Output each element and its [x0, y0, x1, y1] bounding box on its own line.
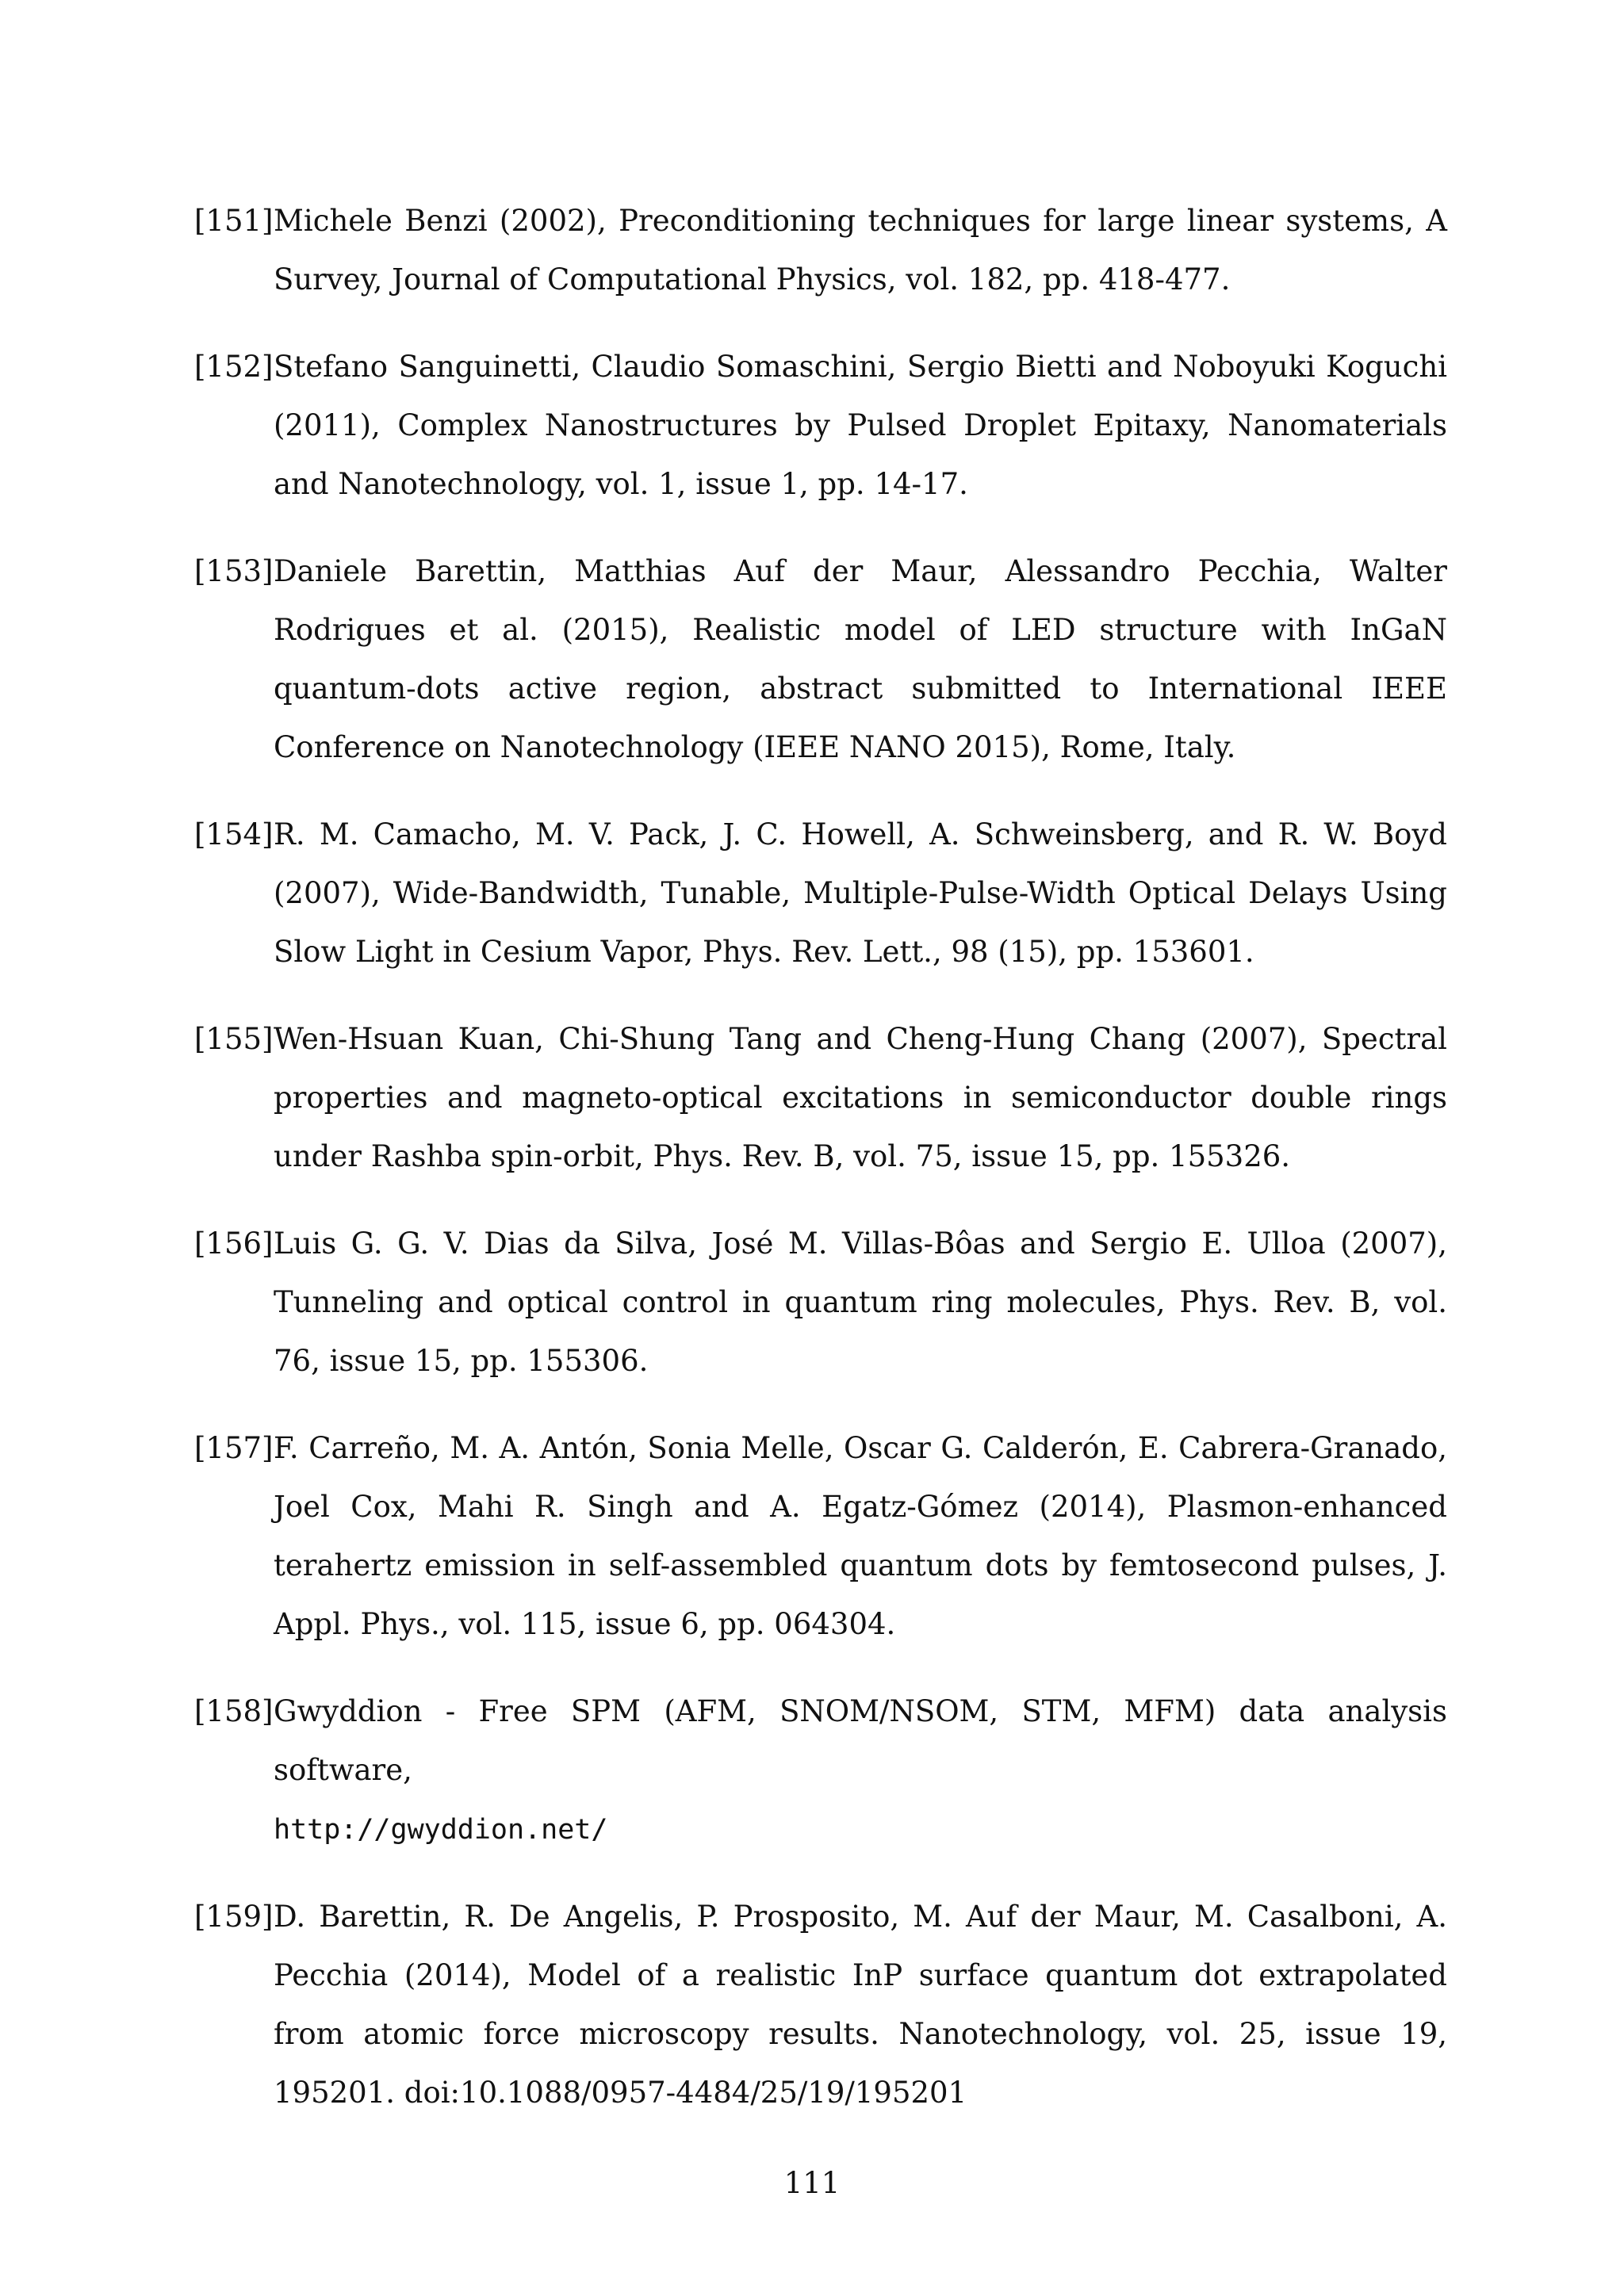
- reference-label: [156]: [194, 1226, 274, 1261]
- reference-url-link[interactable]: http://gwyddion.net/: [274, 1814, 608, 1846]
- reference-item-153: [194, 542, 1447, 777]
- reference-label: [153]: [194, 554, 274, 588]
- page-number: 111: [783, 2166, 841, 2200]
- reference-item-157: [194, 1419, 1447, 1654]
- reference-item-152: [194, 338, 1447, 514]
- reference-label: [159]: [194, 1900, 274, 1934]
- reference-label: [155]: [194, 1022, 274, 1056]
- reference-text: D. Barettin, R. De Angelis, P. Prosposito, M. Auf der Maur, M. Casalboni, A. Pecchia (2014), Model of a realistic InP surface quantum dot extrapolated from atomic force microscopy results. Nanotechnology, vol. 25, issue 19, 195201. doi:10.1088/0957-4484/25/19/195201: [274, 1900, 1447, 2110]
- reference-label: [152]: [194, 350, 274, 384]
- reference-text: F. Carreño, M. A. Antón, Sonia Melle, Oscar G. Calderón, E. Cabrera-Granado, Joel Cox, Mahi R. Singh and A. Egatz-Gómez (2014), Plasmon-enhanced terahertz emission in self-assembled quantum dots by femtosecond pulses, J. Appl. Phys., vol. 115, issue 6, pp. 064304.: [274, 1431, 1447, 1641]
- reference-text-block: [274, 1682, 1447, 1859]
- reference-item-154: [194, 806, 1447, 982]
- reference-item-155: [194, 1010, 1447, 1186]
- reference-text: Luis G. G. V. Dias da Silva, José M. Villas-Bôas and Sergio E. Ulloa (2007), Tunneling and optical control in quantum ring molecules, Phys. Rev. B, vol. 76, issue 15, pp. 155306.: [274, 1226, 1447, 1378]
- reference-text: Daniele Barettin, Matthias Auf der Maur, Alessandro Pecchia, Walter Rodrigues et al. (2015), Realistic model of LED structure with InGaN quantum-dots active region, abstract submitted to International IEEE Conference on Nanotechnology (IEEE NANO 2015), Rome, Italy.: [274, 554, 1447, 764]
- reference-item-159: [194, 1888, 1447, 2122]
- reference-label: [157]: [194, 1431, 274, 1465]
- reference-item-151: [194, 192, 1447, 309]
- reference-text: Stefano Sanguinetti, Claudio Somaschini, Sergio Bietti and Noboyuki Koguchi (2011), Complex Nanostructures by Pulsed Droplet Epitaxy, Nanomaterials and Nanotechnology, vol. 1, issue 1, pp. 14-17.: [274, 350, 1447, 501]
- reference-label: [154]: [194, 817, 274, 851]
- reference-text: Wen-Hsuan Kuan, Chi-Shung Tang and Cheng-Hung Chang (2007), Spectral properties and magneto-optical excitations in semiconductor double rings under Rashba spin-orbit, Phys. Rev. B, vol. 75, issue 15, pp. 155326.: [274, 1022, 1447, 1173]
- reference-text: Gwyddion - Free SPM (AFM, SNOM/NSOM, STM, MFM) data analysis software,: [274, 1694, 1447, 1787]
- reference-item-156: [194, 1215, 1447, 1391]
- reference-list: [194, 192, 1447, 2151]
- reference-item-158: [194, 1682, 1447, 1859]
- reference-label: [151]: [194, 204, 274, 238]
- reference-text: R. M. Camacho, M. V. Pack, J. C. Howell, A. Schweinsberg, and R. W. Boyd (2007), Wide-Bandwidth, Tunable, Multiple-Pulse-Width Optical Delays Using Slow Light in Cesium Vapor, Phys. Rev. Lett., 98 (15), pp. 153601.: [274, 817, 1447, 969]
- reference-label: [158]: [194, 1694, 274, 1728]
- reference-text: Michele Benzi (2002), Preconditioning techniques for large linear systems, A Survey, Journal of Computational Physics, vol. 182, pp. 418-477.: [274, 204, 1447, 297]
